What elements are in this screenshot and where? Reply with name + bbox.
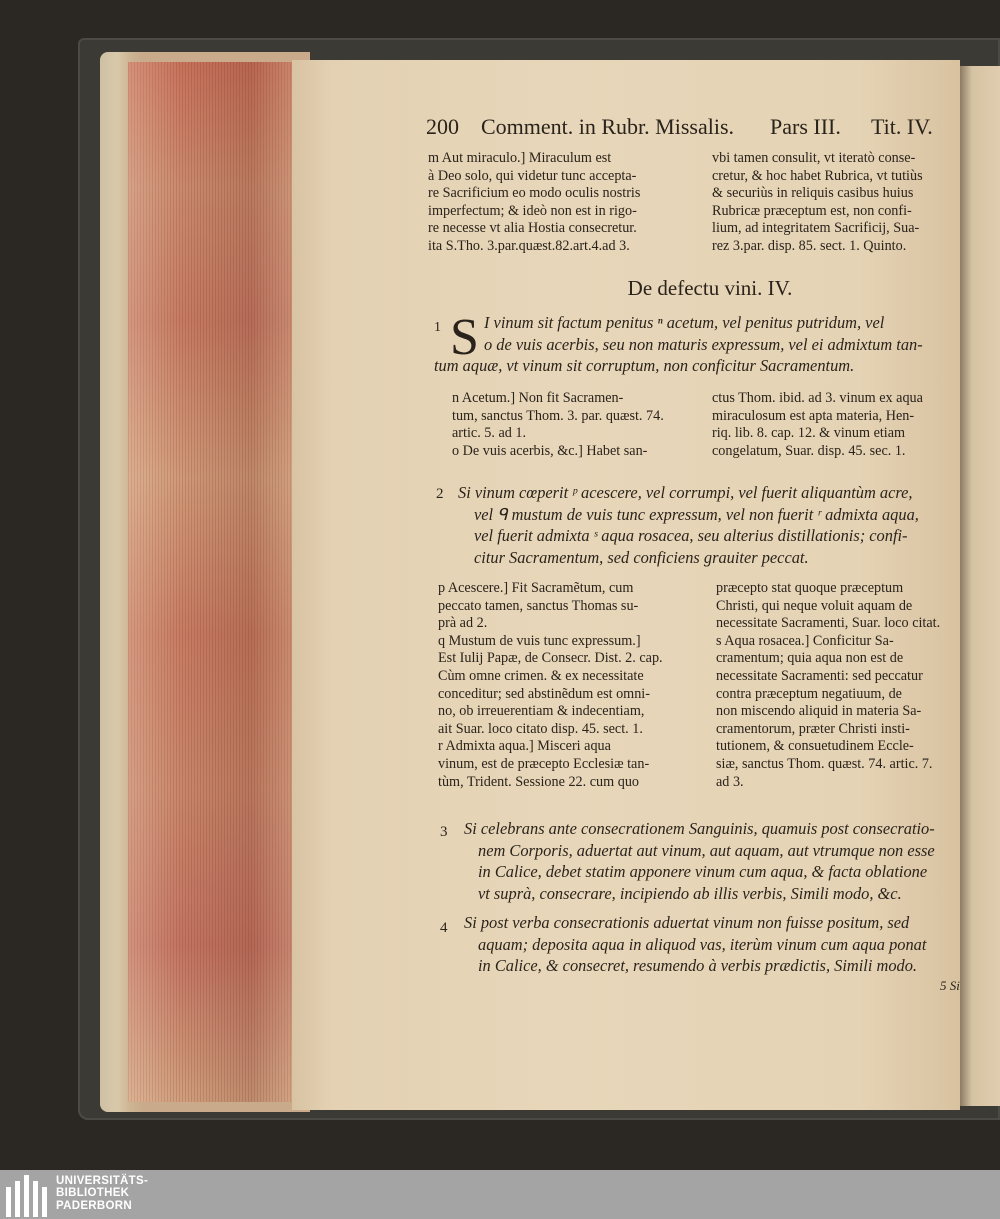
rubric-line: Si celebrans ante consecrationem Sanguinis, quamuis post consecratio- xyxy=(464,819,935,838)
text-line: lium, ad integritatem Sacrificij, Sua- xyxy=(712,220,920,237)
text-line: no, ob irreuerentiam & indecentiam, xyxy=(438,703,645,720)
text-line: ad 3. xyxy=(716,773,744,790)
rubric-2-text xyxy=(458,482,960,568)
text-line: conceditur; sed abstinẽdum est omni- xyxy=(438,685,650,702)
library-logo-icon xyxy=(6,1173,52,1217)
rubric-line: in Calice, debet statim apponere vinum cum aqua, & facta oblatione xyxy=(478,862,928,881)
rubric-line: Si vinum cœperit ᵖ acescere, vel corrumpi, vel fuerit aliquantùm acre, xyxy=(458,483,913,502)
text-line: Christi, qui neque voluit aquam de xyxy=(716,597,913,614)
rubric-1-text-b xyxy=(434,355,960,377)
text-line: miraculosum est apta materia, Hen- xyxy=(712,407,915,424)
header-part: Pars III. xyxy=(770,114,841,139)
rubric-line: citur Sacramentum, sed conficiens grauiter peccat. xyxy=(474,547,809,567)
text-line: Est Iulij Papæ, de Consecr. Dist. 2. cap. xyxy=(438,650,663,667)
top-right-column xyxy=(712,150,958,256)
notes-2-right xyxy=(716,580,960,791)
rubric-line: o de vuis acerbis, seu non maturis expressum, vel ei admixtum tan- xyxy=(484,334,923,354)
library-name-line: PADERBORN xyxy=(56,1199,132,1212)
rubric-1-text-a xyxy=(484,312,960,355)
header-title: Comment. in Rubr. Missalis. xyxy=(481,114,735,139)
text-line: riq. lib. 8. cap. 12. & vinum etiam xyxy=(712,425,906,442)
rubric-line: vel ᑫ mustum de vuis tunc expressum, vel non fuerit ʳ admixta aqua, xyxy=(474,504,919,524)
text-line: ctus Thom. ibid. ad 3. vinum ex aqua xyxy=(712,390,923,406)
header-title-number: Tit. IV. xyxy=(871,114,933,139)
library-footer-bar xyxy=(0,1170,1000,1219)
text-line: n Acetum.] Non fit Sacramen- xyxy=(452,390,624,406)
text-line: necessitate Sacramenti, Suar. loco citat. xyxy=(716,615,941,632)
rubric-line: Si post verba consecrationis aduertat vinum non fuisse positum, sed xyxy=(464,913,910,932)
text-line: s Aqua rosacea.] Conficitur Sa- xyxy=(716,632,894,649)
text-line: & securiùs in reliquis casibus huius xyxy=(712,185,914,202)
rubric-number: 4 xyxy=(440,920,448,936)
drop-capital: S xyxy=(450,309,479,366)
text-line: q Mustum de vuis tunc expressum.] xyxy=(438,632,641,649)
catchword: 5 Si xyxy=(940,978,960,993)
text-line: tùm, Trident. Sessione 22. cum quo xyxy=(438,773,640,790)
rubric-line: aquam; deposita aqua in aliquod vas, iterùm vinum cum aqua ponat xyxy=(478,934,927,954)
rubric-4-text xyxy=(464,912,960,977)
text-line: imperfectum; & ideò non est in rigo- xyxy=(428,202,637,219)
text-line: o De vuis acerbis, &c.] Habet san- xyxy=(452,442,648,459)
text-line: à Deo solo, qui videtur tunc accepta- xyxy=(428,167,637,184)
text-line: ait Suar. loco citato disp. 45. sect. 1. xyxy=(438,720,643,737)
notes-1-left xyxy=(452,390,702,460)
rubric-line: tum aquæ, vt vinum sit corruptum, non conficitur Sacramentum. xyxy=(434,356,855,375)
section-heading: De defectu vini. IV. xyxy=(627,276,793,300)
text-line: cramentum; quia aqua non est de xyxy=(716,650,904,667)
notes-1-right xyxy=(712,390,958,460)
text-line: Rubricæ præceptum est, non confi- xyxy=(712,202,912,219)
text-line: re necesse vt alia Hostia consecretur. xyxy=(428,220,637,237)
rubric-line: in Calice, & consecret, resumendo à verbis prædictis, Simili modo. xyxy=(478,956,918,975)
text-line: siæ, sanctus Thom. quæst. 74. artic. 7. xyxy=(716,755,933,772)
text-line: m Aut miraculo.] Miraculum est xyxy=(428,150,612,166)
rubric-line: nem Corporis, aduertat aut vinum, aut aquam, aut vtrumque non esse xyxy=(478,840,935,860)
text-line: cramentorum, præter Christi insti- xyxy=(716,720,910,737)
text-line: artic. 5. ad 1. xyxy=(452,425,527,442)
text-line: r Admixta aqua.] Misceri aqua xyxy=(438,738,611,755)
text-line: congelatum, Suar. disp. 45. sec. 1. xyxy=(712,442,906,459)
library-name-line: BIBLIOTHEK xyxy=(56,1187,130,1200)
text-line: ita S.Tho. 3.par.quæst.82.art.4.ad 3. xyxy=(428,237,630,254)
top-left-column xyxy=(428,150,702,256)
running-header xyxy=(426,114,936,146)
text-line: non miscendo aliquid in materia Sa- xyxy=(716,703,922,720)
rubric-line: I vinum sit factum penitus ⁿ acetum, vel penitus putridum, vel xyxy=(484,313,885,332)
library-name xyxy=(56,1175,148,1212)
facing-page-edge xyxy=(960,66,1000,1106)
text-line: peccato tamen, sanctus Thomas su- xyxy=(438,597,639,614)
rubric-number: 2 xyxy=(436,486,444,502)
rubric-number: 3 xyxy=(440,824,448,840)
text-line: prà ad 2. xyxy=(438,615,488,632)
rubric-number: 1 xyxy=(434,320,441,335)
text-line: præcepto stat quoque præceptum xyxy=(716,580,904,596)
text-line: re Sacrificium eo modo oculis nostris xyxy=(428,185,641,202)
text-line: cretur, & hoc habet Rubrica, vt tutiùs xyxy=(712,167,923,184)
red-page-edges xyxy=(128,62,304,1102)
text-line: necessitate Sacramenti: sed peccatur xyxy=(716,667,923,684)
text-line: vbi tamen consulit, vt iteratò conse- xyxy=(712,150,916,166)
library-name-line: UNIVERSITÄTS- xyxy=(56,1175,149,1187)
text-line: rez 3.par. disp. 85. sect. 1. Quinto. xyxy=(712,237,907,254)
text-line: contra præceptum negatiuum, de xyxy=(716,685,902,702)
rubric-line: vt suprà, consecrare, incipiendo ab illis verbis, Simili modo, &c. xyxy=(478,883,902,903)
page-number: 200 xyxy=(426,114,459,139)
text-line: vinum, est de præcepto Ecclesiæ tan- xyxy=(438,755,650,772)
notes-2-left xyxy=(438,580,704,791)
text-line: tutionem, & consuetudinem Eccle- xyxy=(716,738,914,755)
rubric-3-text xyxy=(464,818,960,904)
rubric-line: vel fuerit admixta ˢ aqua rosacea, seu alterius distillationis; confi- xyxy=(474,526,908,545)
text-line: p Acescere.] Fit Sacramẽtum, cum xyxy=(438,580,634,596)
text-line: tum, sanctus Thom. 3. par. quæst. 74. xyxy=(452,407,664,424)
text-line: Cùm omne crimen. & ex necessitate xyxy=(438,667,644,684)
